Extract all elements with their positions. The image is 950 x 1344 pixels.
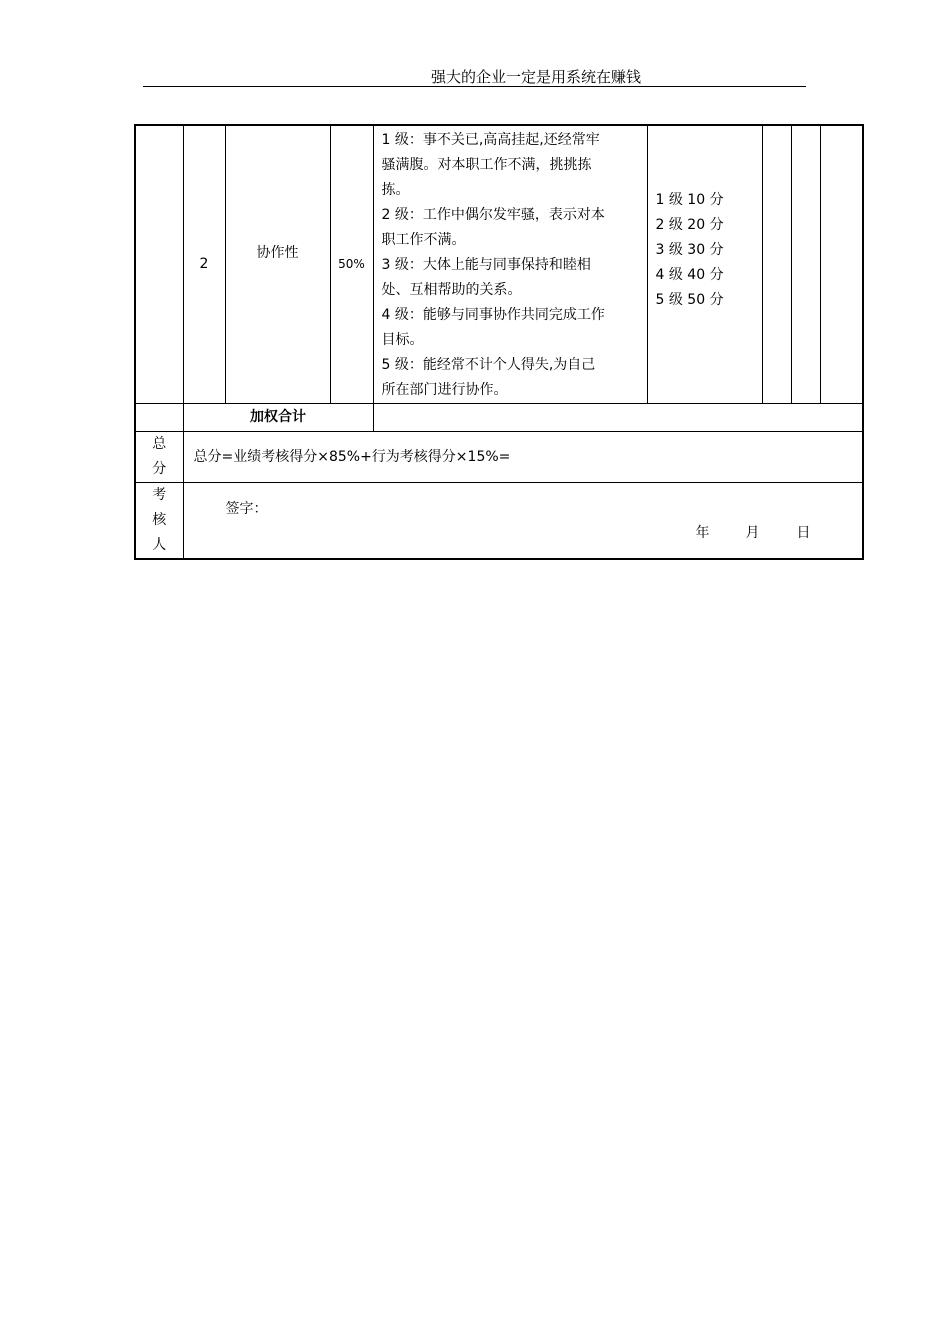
score-levels [647, 125, 762, 404]
description-line: 4 级：能够与同事协作共同完成工作 [381, 307, 605, 323]
description-line: 拣。 [381, 182, 410, 198]
total-score-formula: 总分=业绩考核得分×85%+行为考核得分×15%= [183, 432, 863, 483]
date-month-label: 月 [745, 525, 760, 541]
description-line: 1 级：事不关已,高高挂起,还经常牢 [381, 132, 600, 148]
date-day-label: 日 [796, 525, 811, 541]
header-title: 强大的企业一定是用系统在赚钱 [431, 68, 642, 86]
score-cell-self [762, 125, 791, 404]
reviewer-signature-cell [183, 483, 863, 560]
category-cell [135, 125, 183, 404]
description-line: 3 级：大体上能与同事保持和睦相 [381, 257, 591, 273]
weighted-total-value [373, 404, 863, 432]
weighted-total-label: 加权合计 [183, 404, 373, 432]
description-line: 职工作不满。 [381, 232, 466, 248]
item-row [135, 125, 863, 404]
total-score-label: 总 分 [135, 432, 183, 483]
description-line: 所在部门进行协作。 [381, 382, 508, 398]
description-line: 目标。 [381, 332, 424, 348]
item-index: 2 [183, 125, 225, 404]
score-level: 1 级 10 分 [655, 192, 724, 208]
date-year-label: 年 [695, 525, 710, 541]
score-cell-final [820, 125, 863, 404]
description-line: 5 级：能经常不计个人得失,为自己 [381, 357, 596, 373]
weighted-total-row [135, 404, 863, 432]
weighted-total-blank [135, 404, 183, 432]
score-level: 4 级 40 分 [655, 267, 724, 283]
total-score-row [135, 432, 863, 483]
signature-label: 签字： [225, 501, 268, 517]
score-level: 2 级 20 分 [655, 217, 724, 233]
reviewer-row [135, 483, 863, 560]
description-line: 处、互相帮助的关系。 [381, 282, 522, 298]
evaluation-table [134, 124, 864, 560]
score-cell-supervisor [791, 125, 820, 404]
score-level: 5 级 50 分 [655, 292, 724, 308]
item-name: 协作性 [225, 125, 330, 404]
item-weight: 50% [330, 125, 373, 404]
page-header [143, 62, 806, 87]
description-line: 2 级：工作中偶尔发牢骚，表示对本 [381, 207, 605, 223]
reviewer-label: 考 核 人 [135, 483, 183, 560]
description-line: 骚满腹。对本职工作不满，挑挑拣 [381, 157, 592, 173]
score-level: 3 级 30 分 [655, 242, 724, 258]
item-description [373, 125, 647, 404]
